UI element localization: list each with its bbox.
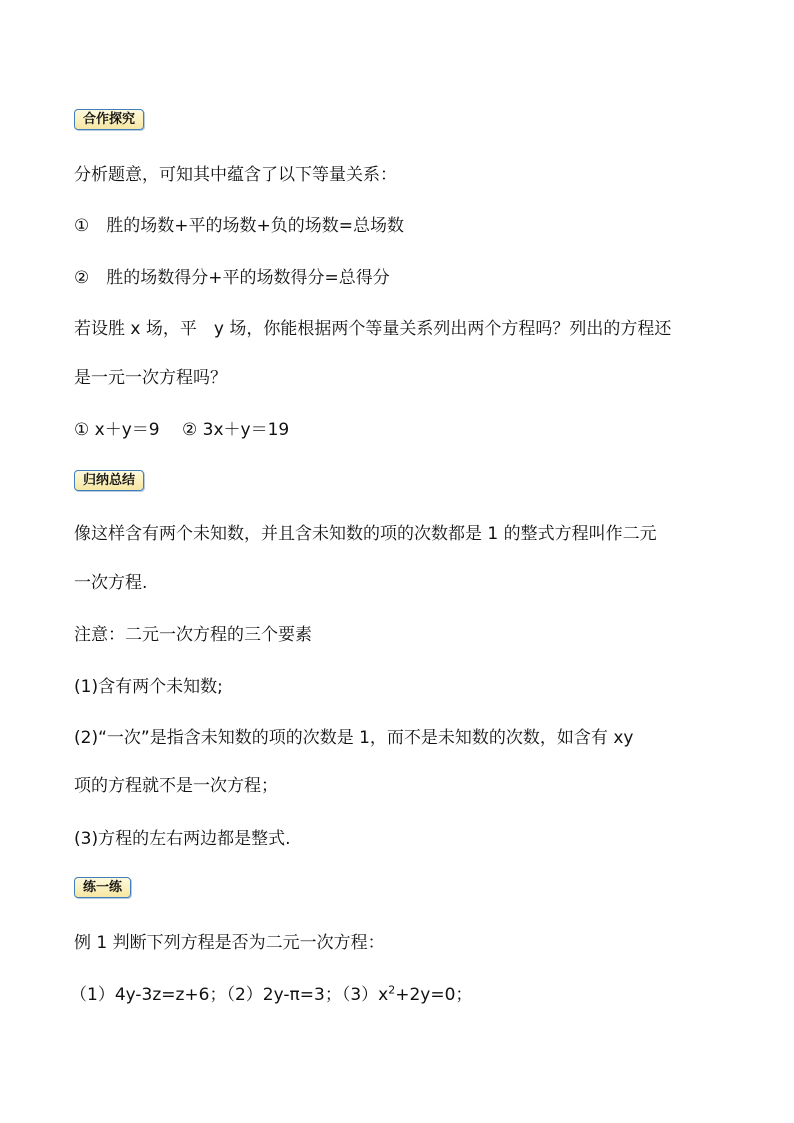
text-note-title: 注意：二元一次方程的三个要素 xyxy=(74,625,312,645)
text-analysis-intro: 分析题意，可知其中蕴含了以下等量关系： xyxy=(74,165,397,185)
section-tag-practice: 练一练 xyxy=(74,877,131,898)
text-note-item-3: (3)方程的左右两边都是整式. xyxy=(74,829,291,849)
text-example-1: 例 1 判断下列方程是否为二元一次方程： xyxy=(74,933,385,953)
text-note-item-2-line-2: 项的方程就不是一次方程； xyxy=(74,776,278,796)
section-tag-cooperative-explore: 合作探究 xyxy=(74,109,144,130)
text-relation-2: ② 胜的场数得分+平的场数得分=总得分 xyxy=(74,268,390,288)
example-equations-part-2: +2y=0； xyxy=(395,985,473,1005)
superscript-2: 2 xyxy=(388,983,396,997)
text-example-equations xyxy=(70,984,472,1006)
text-question-line-1: 若设胜 x 场，平 y 场，你能根据两个等量关系列出两个方程吗？列出的方程还 xyxy=(74,319,672,339)
text-note-item-1: (1)含有两个未知数; xyxy=(74,677,223,697)
text-definition-line-1: 像这样含有两个未知数，并且含未知数的项的次数都是 1 的整式方程叫作二元 xyxy=(74,524,657,544)
text-relation-1: ① 胜的场数+平的场数+负的场数=总场数 xyxy=(74,216,404,236)
section-tag-summary: 归纳总结 xyxy=(74,470,144,491)
text-question-line-2: 是一元一次方程吗？ xyxy=(74,368,227,388)
text-note-item-2-line-1: (2)“一次”是指含未知数的项的次数是 1，而不是未知数的次数，如含有 xy xyxy=(74,728,634,748)
example-equations-part-1: （1）4y-3z=z+6；（2）2y-π=3；（3）x xyxy=(70,985,389,1005)
text-equations: ① x＋y＝9 ② 3x＋y＝19 xyxy=(74,420,290,440)
text-definition-line-2: 一次方程. xyxy=(74,573,148,593)
